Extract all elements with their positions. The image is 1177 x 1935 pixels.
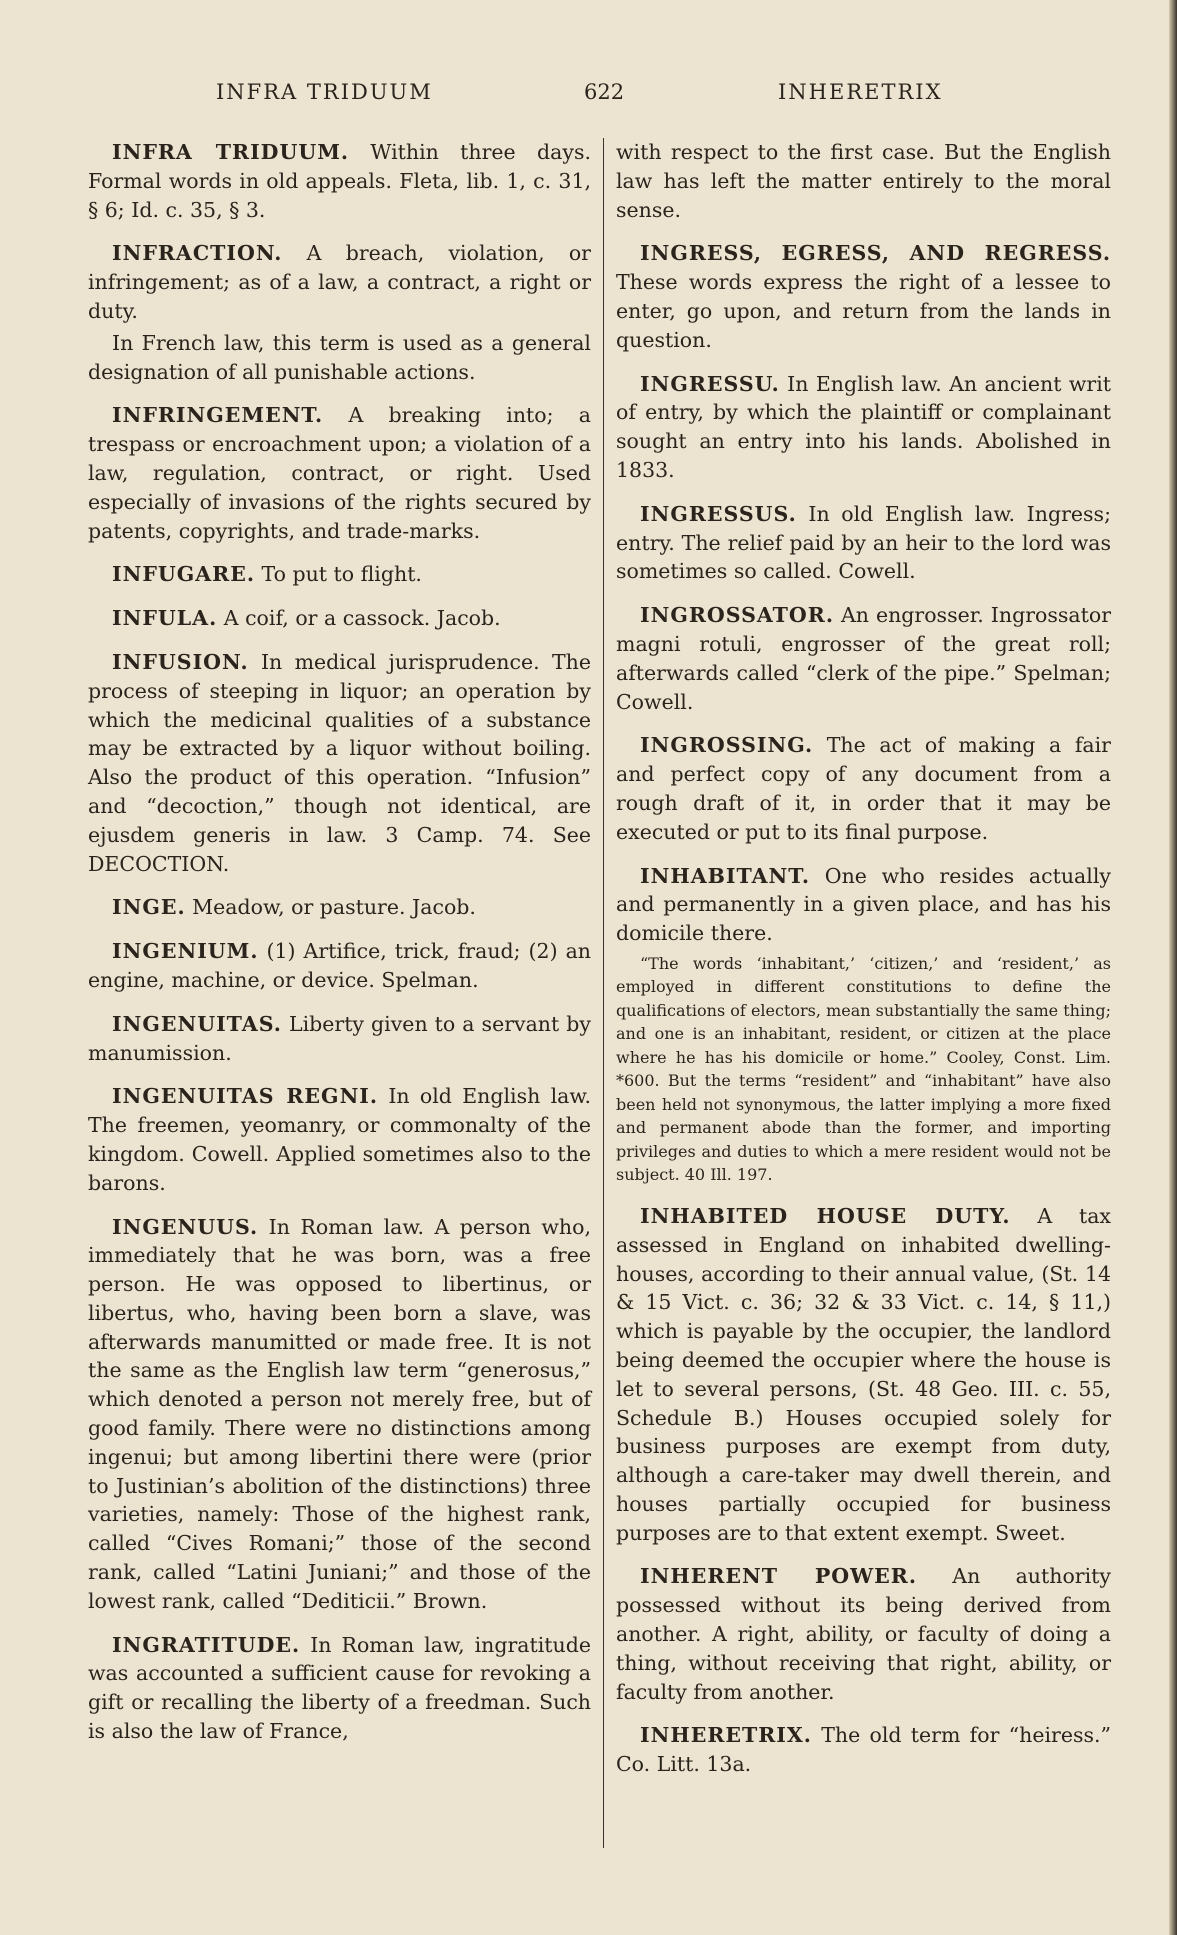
entry-headword: INFUGARE. [112,562,255,587]
entry-text: In French law, this term is used as a general designation of all punishable actions. [88,330,591,384]
entry-headword: INHERETRIX. [640,1723,812,1748]
dictionary-entry [616,601,1111,716]
entry-paragraph [88,329,591,387]
entry-text: Within three days. Formal words in old appeals. Fleta, lib. 1, c. 31, § 6; Id. c. 35, § 3. [88,140,591,222]
entry-headword: INGROSSING. [640,733,814,758]
entry-text: A coif, or a cassock. Jacob. [223,606,501,631]
entry-headword: INGRESSU. [640,371,780,396]
entry-headword: INGRESSUS. [640,501,797,526]
entry-text: One who resides actually and permanently in a given place, and has his domicile there. [616,863,1111,946]
entry-text: In Roman law. A person who, immediately that he was born, was a free person. He was opposed to libertinus, or libertus, who, having been born a slave, was afterwards manumitted or made free. It is not the same as the English law term “generosus,” which denoted a person not merely free, but of good family. There were no distinctions among ingenui; but among libertini there were (prior to Justinian’s abolition of the distinctions) three varieties, namely: Those of the highest rank, called “Cives Romani;” those of the second rank, called “Latini Juniani;” and those of the lowest rank, called “Dediticii.” Brown. [88,1214,591,1613]
dictionary-entry [88,604,591,633]
column-divider [603,138,604,1848]
entry-headword: INGROSSATOR. [640,603,834,628]
entry-paragraph [616,239,1111,354]
entry-paragraph [616,1721,1111,1779]
dictionary-entry [88,239,591,386]
dictionary-entry [88,560,591,589]
entry-headword: INFRACTION. [112,241,283,266]
entry-paragraph [616,862,1111,948]
entry-text: In old English law. Ingress; entry. The relief paid by an heir to the lord was sometimes so called. Cowell. [616,501,1111,584]
entry-paragraph [616,138,1111,224]
entry-text: In old English law. The freemen, yeomanry, or commonalty of the kingdom. Cowell. Applied sometimes also to the barons. [88,1084,591,1195]
dictionary-entry [88,937,591,995]
dictionary-entry [88,1631,591,1746]
entry-text: In English law. An ancient writ of entry, by which the plaintiff or complainant sought an entry into his lands. Abolished in 1833. [616,371,1111,482]
entry-text: The old term for “heiress.” Co. Litt. 13a. [616,1723,1111,1777]
dictionary-entry [88,1082,591,1197]
dictionary-entry [616,500,1111,586]
dictionary-entry [88,401,591,545]
entry-paragraph [88,937,591,995]
dictionary-entry [616,138,1111,224]
entry-headword: INHABITED HOUSE DUTY. [640,1203,1011,1228]
right-column [616,138,1111,1794]
dictionary-entry [88,893,591,922]
entry-headword: INGRESS, EGRESS, AND REGRESS. [640,241,1111,266]
entry-text: An engrosser. Ingrossator magni rotuli, engrosser of the great roll; afterwards called “clerk of the pipe.” Spelman; Cowell. [616,603,1111,714]
entry-paragraph [616,370,1111,485]
quotation-text: “The words ‘inhabitant,’ ‘citizen,’ and ‘resident,’ as employed in different constitutions to define the qualifications of electors, mean substantially the same thing; and one is an inhabitant, resident, or citizen at the place where he has his domicile or home.” Cooley, Const. Lim. *600. But the terms “resident” and “inhabitant” have also been held not synonymous, the latter implying a more fixed and permanent abode than the former, and importing privileges and duties to which a mere resident would not be subject. 40 Ill. 197. [616,953,1111,1185]
entry-text: The act of making a fair and perfect copy of any document from a rough draft of it, in order that it may be executed or put to its final purpose. [616,733,1111,844]
entry-paragraph [88,138,591,224]
entry-paragraph [616,500,1111,586]
entry-paragraph [88,604,591,633]
entry-paragraph [88,239,591,325]
entry-paragraph [616,731,1111,846]
entry-headword: INFULA. [112,606,218,631]
entry-text: To put to flight. [261,562,422,587]
entry-text: with respect to the first case. But the English law has left the matter entirely to the moral sense. [616,140,1111,222]
dictionary-entry [88,138,591,224]
entry-text: A breaking into; a trespass or encroachment upon; a violation of a law, regulation, contract, or right. Used especially of invasions of the rights secured by patents, copyrights, and trade-marks. [88,403,591,543]
dictionary-entry [616,1562,1111,1706]
entry-paragraph [88,1213,591,1616]
entry-paragraph [88,1631,591,1746]
entry-headword: INHERENT POWER. [640,1564,917,1589]
dictionary-entry [616,1202,1111,1548]
entry-headword: INFRA TRIDUUM. [112,140,350,164]
entry-paragraph [616,1202,1111,1548]
entry-text: Meadow, or pasture. Jacob. [192,895,476,920]
entry-headword: INGE. [112,895,186,920]
dictionary-entry [616,370,1111,485]
dictionary-entry [88,1010,591,1068]
entry-headword: INGRATITUDE. [112,1632,301,1657]
entry-headword: INFRINGEMENT. [112,403,324,428]
entry-headword: INGENUUS. [112,1214,259,1239]
entry-text: Liberty given to a servant by manumission. [88,1011,591,1065]
entry-headword: INHABITANT. [640,863,811,888]
dictionary-entry [616,731,1111,846]
entry-text: A breach, violation, or infringement; as of a law, a contract, a right or duty. [88,241,591,323]
entry-headword: INFUSION. [112,649,249,674]
dictionary-entry [88,648,591,878]
entry-headword: INGENUITAS REGNI. [112,1084,379,1109]
entry-paragraph [88,401,591,545]
entry-text: In medical jurisprudence. The process of steeping in liquor; an operation by which the medicinal qualities of a substance may be extracted by a liquor without boiling. Also the product of this operation. “Infusion” and “decoction,” though not identical, are ejusdem generis in law. 3 Camp. 74. See DECOCTION. [88,649,591,876]
entry-paragraph [88,893,591,922]
entry-text: These words express the right of a lessee to enter, go upon, and return from the lands in question. [616,270,1111,352]
page-edge-shadow [1169,0,1177,1935]
entry-text: An authority possessed without its being derived from another. A right, ability, or faculty of doing a thing, without receiving that right, ability, or faculty from another. [616,1564,1111,1704]
entry-paragraph [88,1082,591,1197]
entry-paragraph [88,1010,591,1068]
left-column [88,138,591,1761]
entry-text: A tax assessed in England on inhabited dwelling-houses, according to their annual value, (St. 14 & 15 Vict. c. 36; 32 & 33 Vict. c. 14, § 11,) which is payable by the occupier, the landlord being deemed the occupier where the house is let to several persons, (St. 48 Geo. III. c. 55, Schedule B.) Houses occupied solely for business purposes are exempt from duty, although a care-taker may dwell therein, and houses partially occupied for business purposes are to that extent exempt. Sweet. [616,1203,1111,1545]
entry-headword: INGENUITAS. [112,1011,282,1036]
entry-paragraph [88,648,591,878]
entry-text: In Roman law, ingratitude was accounted a sufficient cause for revoking a gift or recalling the liberty of a freedman. Such is also the law of France, [88,1632,591,1744]
running-head-left: INFRA TRIDUUM [216,80,433,104]
entry-headword: INGENIUM. [112,939,259,964]
entry-quotation [616,952,1111,1187]
dictionary-entry [616,862,1111,948]
entry-paragraph [88,560,591,589]
dictionary-entry [88,1213,591,1616]
page-number: 622 [584,80,625,104]
entry-text: (1) Artifice, trick, fraud; (2) an engine, machine, or device. Spelman. [88,939,591,992]
dictionary-entry [616,239,1111,354]
entry-paragraph [616,1562,1111,1706]
running-head-right: INHERETRIX [778,80,943,104]
entry-paragraph [616,601,1111,716]
dictionary-entry [616,1721,1111,1779]
